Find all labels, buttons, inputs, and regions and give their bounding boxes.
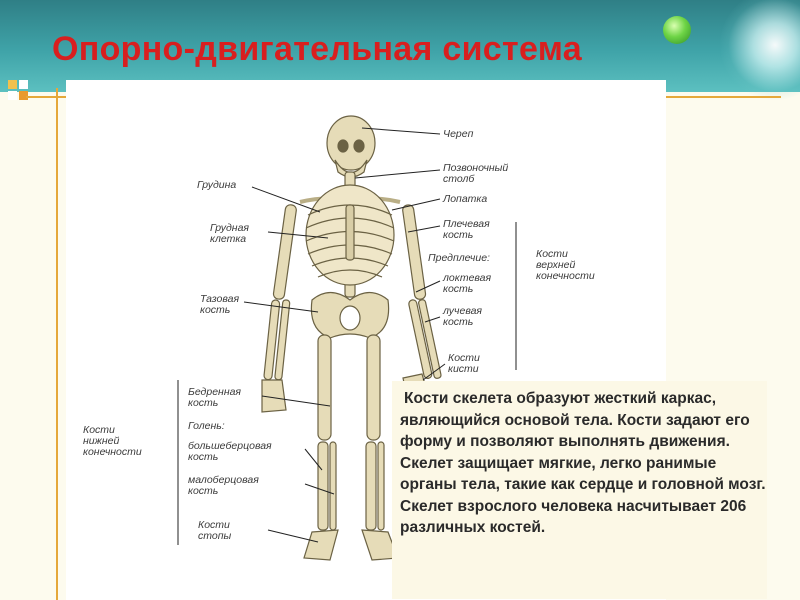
- label-lopatka: Лопатка: [443, 193, 488, 205]
- label-kosti-kisti: Кости кисти: [448, 352, 480, 375]
- description-paragraph: Кости скелета образуют жесткий каркас, являющийся основой тела. Кости задают его форму и позволяют выполнять движения. Скелет защищает мягкие, легко ранимые органы тела, такие как сердце и головной мозг. Скелет взрослого человека насчитывает 206 различных костей.: [400, 390, 766, 536]
- group-lower-limb: Кости нижней конечности: [83, 424, 142, 458]
- label-kosti-stopy: Кости стопы: [198, 519, 232, 542]
- label-predplechie: Предплечие:: [428, 252, 490, 264]
- group-upper-limb: Кости верхней конечности: [536, 248, 595, 282]
- label-loktevaya: локтевая кость: [443, 272, 492, 295]
- label-plechevaya: Плечевая кость: [443, 218, 490, 241]
- label-maloberc: малоберцовая кость: [188, 474, 259, 497]
- slide-title: Опорно-двигательная система: [52, 30, 582, 68]
- label-luchevaya: лучевая кость: [443, 305, 483, 328]
- label-grudnaya-kletka: Грудная клетка: [210, 222, 250, 245]
- label-bedrennaya: Бедренная кость: [188, 386, 242, 409]
- label-golen: Голень:: [188, 420, 225, 432]
- label-tazovaya: Тазовая кость: [200, 293, 240, 316]
- label-bolshebercovaya: большеберцовая кость: [188, 440, 272, 463]
- label-cherep: Череп: [443, 128, 474, 140]
- label-grudina: Грудина: [197, 179, 237, 191]
- label-pozvonochnik: Позвоночный столб: [443, 162, 509, 185]
